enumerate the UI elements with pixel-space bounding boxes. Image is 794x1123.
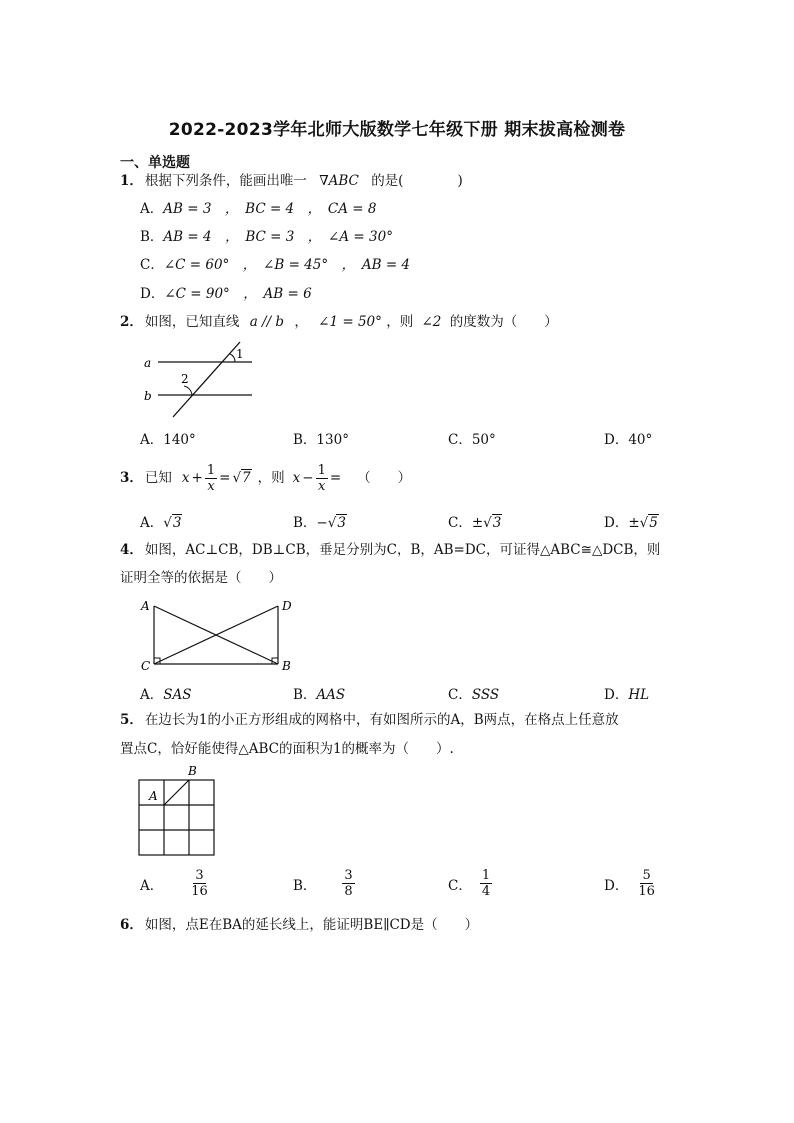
segment-ab: [164, 780, 189, 805]
fraction-one-over-x: $\frac{1}{x}$: [317, 462, 326, 494]
congruent-triangles-figure: [138, 596, 298, 676]
q4-option-c: C．SSS: [448, 687, 500, 703]
question-4-stem-line2: 证明全等的依据是（ ）: [120, 570, 282, 586]
question-number: 3．: [120, 470, 143, 486]
q4-option-d: D．HL: [604, 687, 650, 703]
q1-option-b: B．AB = 4 ， BC = 3 ， ∠A = 30°: [140, 229, 393, 245]
question-5-stem-line2: 置点C，恰好能使得△ABC的面积为1的概率为（ ）.: [120, 741, 454, 757]
label-angle-2: 2: [181, 372, 189, 386]
label-d: D: [282, 599, 292, 613]
q3-option-a: A．√3: [140, 515, 182, 531]
q5-option-d: D． $\frac{5}{16}$: [604, 868, 655, 899]
question-4-stem: 4． 如图，AC⊥CB，DB⊥CB，垂足分别为C，B，AB=DC，可证得△ABC≅△DCB，则: [120, 542, 661, 558]
fraction-one-over-x: $\frac{1}{x}$: [206, 462, 216, 494]
sqrt-seven: √7: [232, 470, 251, 486]
triangle-symbol: ∇ABC: [319, 173, 359, 189]
q1-option-c: C．∠C = 60° ， ∠B = 45° ， AB = 4: [140, 257, 411, 273]
q2-option-d: D．40°: [604, 432, 653, 448]
q5-option-c: C． $\frac{1}{4}$: [448, 868, 491, 899]
question-6-stem: 6． 如图，点E在BA的延长线上，能证明BE∥CD是（ ）: [120, 917, 479, 933]
label-a: A: [149, 789, 158, 803]
q3-option-c: C．±√3: [448, 515, 502, 531]
label-a: A: [141, 599, 150, 613]
label-c: C: [141, 659, 151, 673]
q2-option-b: B．130°: [293, 432, 349, 448]
q5-option-b: B． $\frac{3}{8}$: [293, 868, 353, 899]
label-b: B: [188, 764, 197, 778]
question-2-stem: 2． 如图，已知直线 a // b ， ∠1 = 50° ，则 ∠2 的度数为（ ）: [120, 314, 558, 330]
q2-option-c: C．50°: [448, 432, 496, 448]
question-1-stem: 1． 根据下列条件，能画出唯一 ∇ABC 的是( ): [120, 173, 463, 189]
label-b: b: [144, 389, 152, 403]
q2-option-a: A．140°: [140, 432, 196, 448]
parallel-lines-figure: [140, 340, 260, 420]
question-number: 2．: [120, 314, 143, 330]
page-title: 2022-2023学年北师大版数学七年级下册 期末拔高检测卷: [168, 120, 626, 140]
q3-option-b: B．−√3: [293, 515, 346, 531]
q4-option-b: B．AAS: [293, 687, 346, 703]
question-5-stem: 5． 在边长为1的小正方形组成的网格中，有如图所示的A，B两点，在格点上任意放: [120, 712, 619, 728]
q5-option-a: A． $\frac{3}{16}$: [140, 868, 208, 899]
section-heading: 一、单选题: [120, 155, 190, 171]
question-number: 1．: [120, 173, 143, 189]
question-number: 4．: [120, 542, 143, 558]
question-number: 5．: [120, 712, 143, 728]
q1-option-d: D．∠C = 90° ， AB = 6: [140, 286, 312, 302]
grid-figure: [134, 763, 224, 859]
q3-option-d: D．±√5: [604, 515, 658, 531]
question-3-stem: 3． 已知 x + $\frac{1}{x}$ = √7 ，则 x − $\frac{1}{x}$ = （ ）: [120, 462, 412, 494]
q4-option-a: A．SAS: [140, 687, 192, 703]
label-b: B: [282, 659, 291, 673]
angle-2-arc: [184, 386, 192, 395]
label-a: a: [144, 356, 152, 370]
angle-1-arc: [230, 354, 235, 362]
q1-option-a: A．AB = 3 ， BC = 4 ， CA = 8: [140, 201, 377, 217]
question-number: 6．: [120, 917, 143, 933]
label-angle-1: 1: [236, 347, 244, 361]
